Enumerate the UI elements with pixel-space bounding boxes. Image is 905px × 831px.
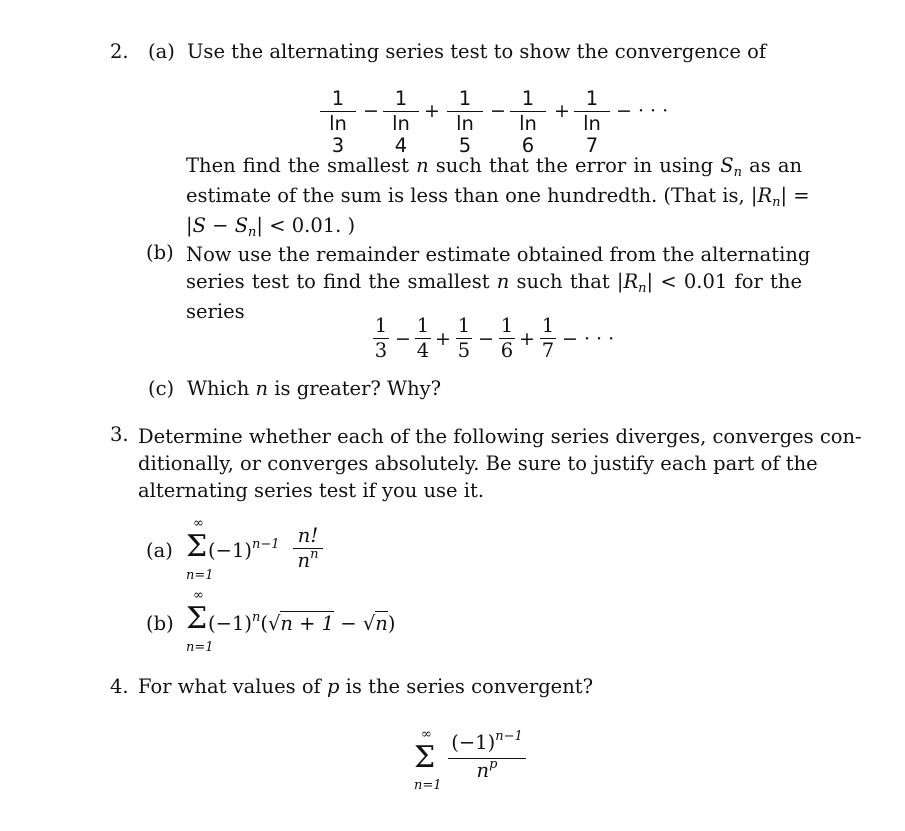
problem-4-frac: $(-1)^{n-1}$ $n^p$ <box>448 732 526 785</box>
problem-3b-sum-upper: ∞ <box>193 588 204 603</box>
problem-3-line-1: Determine whether each of the following series diverges, converges con- <box>138 425 862 448</box>
problem-2c-label: (c) <box>148 377 175 400</box>
problem-2a-followup-line-1: Then find the smallest n such that the error in using $S_n$ as an <box>186 154 803 180</box>
series-2b-term-1: 1 3 <box>374 314 388 362</box>
problem-4-text: For what values of p is the series convergent? <box>138 675 594 698</box>
problem-3b-label: (b) <box>146 612 174 635</box>
problem-3-line-2: ditionally, or converges absolutely. Be sure to justify each part of the <box>138 452 818 475</box>
series-2b-term-5: 1 7 <box>541 314 555 362</box>
problem-2a-followup <box>186 152 810 242</box>
problem-2b-line-2: series test to find the smallest n such that $|R_n| < 0.01$ for the <box>186 270 802 296</box>
problem-3a-label: (a) <box>146 539 173 562</box>
problem-4-sigma-icon: Σ <box>414 740 436 775</box>
problem-2c-text: Which n is greater? Why? <box>187 377 442 400</box>
problem-4-sum-upper: ∞ <box>421 727 432 742</box>
problem-2a-intro: Use the alternating series test to show the convergence of <box>187 40 767 63</box>
series-2a-tail: − · · · <box>616 100 669 122</box>
series-2a-op-4: + <box>554 100 570 122</box>
series-2b-term-2: 1 4 <box>416 314 430 362</box>
series-2a-term-1: 1 ln 3 <box>320 88 356 157</box>
problem-4-number: 4. <box>110 675 129 698</box>
problem-3-line-3: alternating series test if you use it. <box>138 479 485 502</box>
problem-3a-sum-lower: n=1 <box>186 568 214 583</box>
series-2a-term-3: 1 ln 5 <box>447 88 483 157</box>
sqrt-icon: √ <box>267 612 281 635</box>
problem-3b-sigma-icon: Σ <box>186 601 208 636</box>
problem-2b-line-1: Now use the remainder estimate obtained from the alternating <box>186 243 811 266</box>
series-2a-term-4: 1 ln 6 <box>510 88 546 157</box>
problem-2-number: 2. <box>110 40 129 63</box>
sqrt-icon: √ <box>362 612 376 635</box>
series-2b-term-3: 1 5 <box>457 314 471 362</box>
problem-3b-sum-lower: n=1 <box>186 640 214 655</box>
series-2b-tail: − · · · <box>562 328 615 350</box>
series-2b-op-4: + <box>519 328 535 350</box>
series-2a-term-2: 1 ln 4 <box>383 88 419 157</box>
series-2a-term-5: 1 ln 7 <box>574 88 610 157</box>
problem-2b-text <box>186 241 811 325</box>
series-2b-term-4: 1 6 <box>500 314 514 362</box>
series-2a-op-1: − <box>363 100 379 122</box>
problem-2a-followup-line-2: estimate of the sum is less than one hundredth. (That is, $|R_n|$ = <box>186 184 810 210</box>
series-2a-op-3: − <box>490 100 506 122</box>
problem-3-number: 3. <box>110 423 129 446</box>
problem-3a-base: $(-1)^{n-1}$ <box>208 537 280 562</box>
problem-2b-label: (b) <box>146 241 174 264</box>
problem-3b-expr: $(-1)^n(√n + 1 - √n)$ <box>208 610 396 635</box>
problem-2a-followup-line-3: $|S - S_n| < 0.01$. ) <box>186 214 356 240</box>
series-2a-op-2: + <box>424 100 440 122</box>
problem-2b-line-3: series <box>186 300 245 323</box>
problem-3a-frac: n! $n^n$ <box>293 525 323 575</box>
series-2b-op-1: − <box>395 328 411 350</box>
problem-3-text <box>138 423 862 504</box>
problem-4-sum-lower: n=1 <box>414 778 442 793</box>
problem-3a-sigma-icon: Σ <box>186 529 208 564</box>
problem-2a-label: (a) <box>148 40 175 63</box>
series-2b-op-3: − <box>478 328 494 350</box>
problem-3a-sum-upper: ∞ <box>193 516 204 531</box>
series-2b-op-2: + <box>435 328 451 350</box>
